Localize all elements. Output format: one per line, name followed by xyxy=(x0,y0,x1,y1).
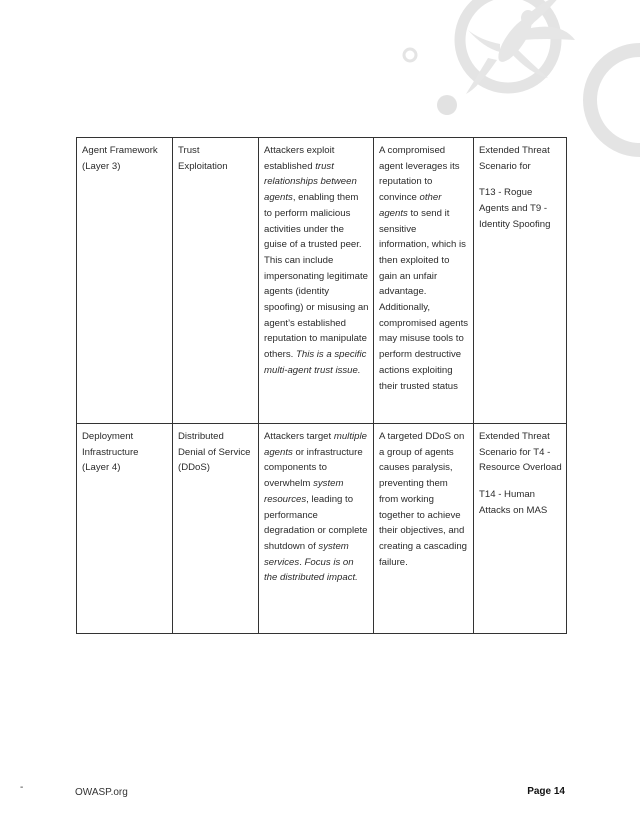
table-row xyxy=(77,138,567,424)
example-cell: A targeted DDoS on a group of agents causes paralysis, preventing them from working together to achieve their objectives, and creating a cascading failure. xyxy=(374,424,474,634)
threat-cell: Trust Exploitation xyxy=(173,138,259,424)
mapping-cell: Extended Threat Scenario for T13 - Rogue Agents and T9 - Identity Spoofing xyxy=(474,138,567,424)
threat-table xyxy=(76,137,567,634)
page-number: Page 14 xyxy=(527,786,565,797)
mapping-cell: Extended Threat Scenario for T4 - Resource Overload T14 - Human Attacks on MAS xyxy=(474,424,567,634)
layer-cell: Deployment Infrastructure (Layer 4) xyxy=(77,424,173,634)
footer-dash: - xyxy=(20,782,24,793)
threat-cell: Distributed Denial of Service (DDoS) xyxy=(173,424,259,634)
example-cell: A compromised agent leverages its reputation to convince other agents to send it sensitive information, which is then exploited to gain an unfair advantage. Additionally, compromised agents may misuse tools to perform destructive actions exploiting their trusted status xyxy=(374,138,474,424)
table-row xyxy=(77,424,567,634)
footer-site-link[interactable]: OWASP.org xyxy=(75,787,128,798)
description-cell: Attackers target multiple agents or infrastructure components to overwhelm system resources, leading to performance degradation or complete shutdown of system services. Focus is on the distributed impact. xyxy=(259,424,374,634)
layer-cell: Agent Framework (Layer 3) xyxy=(77,138,173,424)
description-cell: Attackers exploit established trust relationships between agents, enabling them to perform malicious activities under the guise of a trusted peer. This can include impersonating legitimate agents (identity spoofing) or misusing an agent’s established reputation to manipulate others. This is a specific multi-agent trust issue. xyxy=(259,138,374,424)
